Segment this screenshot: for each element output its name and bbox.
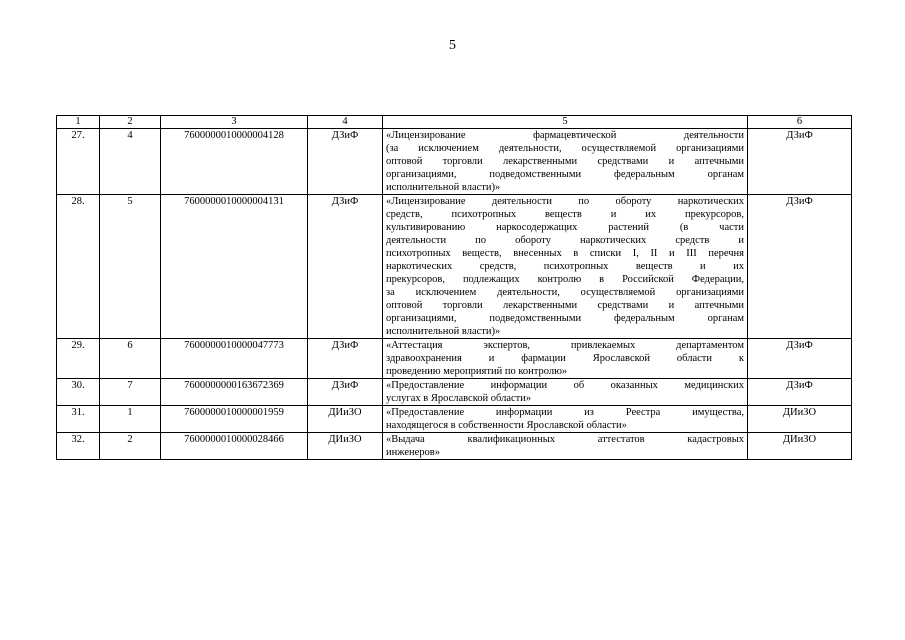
description-line: наркотических средств, психотропных веществ и их — [386, 261, 744, 272]
table-row — [57, 406, 852, 433]
column-header: 2 — [100, 116, 161, 129]
description-line: культивированию наркосодержащих растений (в части — [386, 222, 744, 233]
department-cell: ДИиЗО — [308, 406, 383, 433]
row-number-cell: 27. — [57, 129, 100, 195]
services-registry-table — [56, 115, 852, 460]
responsible-department-cell: ДЗиФ — [748, 195, 852, 339]
department-cell: ДЗиФ — [308, 379, 383, 406]
row-number-cell: 29. — [57, 339, 100, 379]
description-line: «Предоставление информации из Реестра имущества, — [386, 407, 744, 418]
description-line: средств, психотропных веществ и их прекурсоров, — [386, 209, 744, 220]
page-number: 5 — [449, 38, 456, 53]
description-line: за исключением деятельности, осуществляемой организациями — [386, 287, 744, 298]
department-cell: ДЗиФ — [308, 195, 383, 339]
row-number-cell: 31. — [57, 406, 100, 433]
column-header: 1 — [57, 116, 100, 129]
table-header-row — [57, 116, 852, 129]
description-line: находящегося в собственности Ярославской области» — [386, 420, 627, 431]
responsible-department-cell: ДЗиФ — [748, 379, 852, 406]
responsible-department-cell: ДЗиФ — [748, 129, 852, 195]
description-line: «Лицензирование фармацевтической деятельности — [386, 130, 744, 141]
row-subnumber-cell: 2 — [100, 433, 161, 460]
description-line: исполнительной власти)» — [386, 326, 501, 337]
responsible-department-cell: ДЗиФ — [748, 339, 852, 379]
description-line: оптовой торговли лекарственными средствами и аптечными — [386, 156, 744, 167]
table-row — [57, 129, 852, 195]
row-number-cell: 28. — [57, 195, 100, 339]
description-line: оптовой торговли лекарственными средствами и аптечными — [386, 300, 744, 311]
service-description-cell — [383, 379, 748, 406]
responsible-department-cell: ДИиЗО — [748, 406, 852, 433]
description-line: деятельности по обороту наркотических средств и — [386, 235, 744, 246]
service-code-cell: 7600000010000004131 — [161, 195, 308, 339]
row-subnumber-cell: 5 — [100, 195, 161, 339]
description-line: организациями, подведомственными федеральным органам — [386, 169, 744, 180]
description-line: «Лицензирование деятельности по обороту наркотических — [386, 196, 744, 207]
table-row — [57, 379, 852, 406]
table-row — [57, 339, 852, 379]
description-line: исполнительной власти)» — [386, 182, 501, 193]
column-header: 3 — [161, 116, 308, 129]
service-description-cell — [383, 406, 748, 433]
service-code-cell: 7600000010000028466 — [161, 433, 308, 460]
description-line: организациями, подведомственными федеральным органам — [386, 313, 744, 324]
department-cell: ДИиЗО — [308, 433, 383, 460]
service-code-cell: 7600000010000047773 — [161, 339, 308, 379]
service-description-cell — [383, 433, 748, 460]
column-header: 5 — [383, 116, 748, 129]
department-cell: ДЗиФ — [308, 339, 383, 379]
description-line: «Аттестация экспертов, привлекаемых департаментом — [386, 340, 744, 351]
row-subnumber-cell: 4 — [100, 129, 161, 195]
service-description-cell — [383, 129, 748, 195]
column-header: 4 — [308, 116, 383, 129]
service-description-cell — [383, 339, 748, 379]
service-code-cell: 7600000010000004128 — [161, 129, 308, 195]
description-line: инженеров» — [386, 447, 441, 458]
service-code-cell: 7600000010000001959 — [161, 406, 308, 433]
table-row — [57, 195, 852, 339]
description-line: психотропных веществ, внесенных в списки I, II и III перечня — [386, 248, 744, 259]
row-number-cell: 32. — [57, 433, 100, 460]
service-description-cell — [383, 195, 748, 339]
description-line: услугах в Ярославской области» — [386, 393, 532, 404]
row-subnumber-cell: 6 — [100, 339, 161, 379]
description-line: здравоохранения и фармации Ярославской области к — [386, 353, 744, 364]
description-line: проведению мероприятий по контролю» — [386, 366, 568, 377]
row-subnumber-cell: 1 — [100, 406, 161, 433]
row-number-cell: 30. — [57, 379, 100, 406]
service-code-cell: 7600000000163672369 — [161, 379, 308, 406]
description-line: прекурсоров, подлежащих контролю в Российской Федерации, — [386, 274, 744, 285]
table-row — [57, 433, 852, 460]
row-subnumber-cell: 7 — [100, 379, 161, 406]
department-cell: ДЗиФ — [308, 129, 383, 195]
responsible-department-cell: ДИиЗО — [748, 433, 852, 460]
description-line: «Выдача квалификационных аттестатов кадастровых — [386, 434, 744, 445]
column-header: 6 — [748, 116, 852, 129]
table-body — [57, 129, 852, 460]
description-line: «Предоставление информации об оказанных медицинских — [386, 380, 744, 391]
description-line: (за исключением деятельности, осуществляемой организациями — [386, 143, 744, 154]
